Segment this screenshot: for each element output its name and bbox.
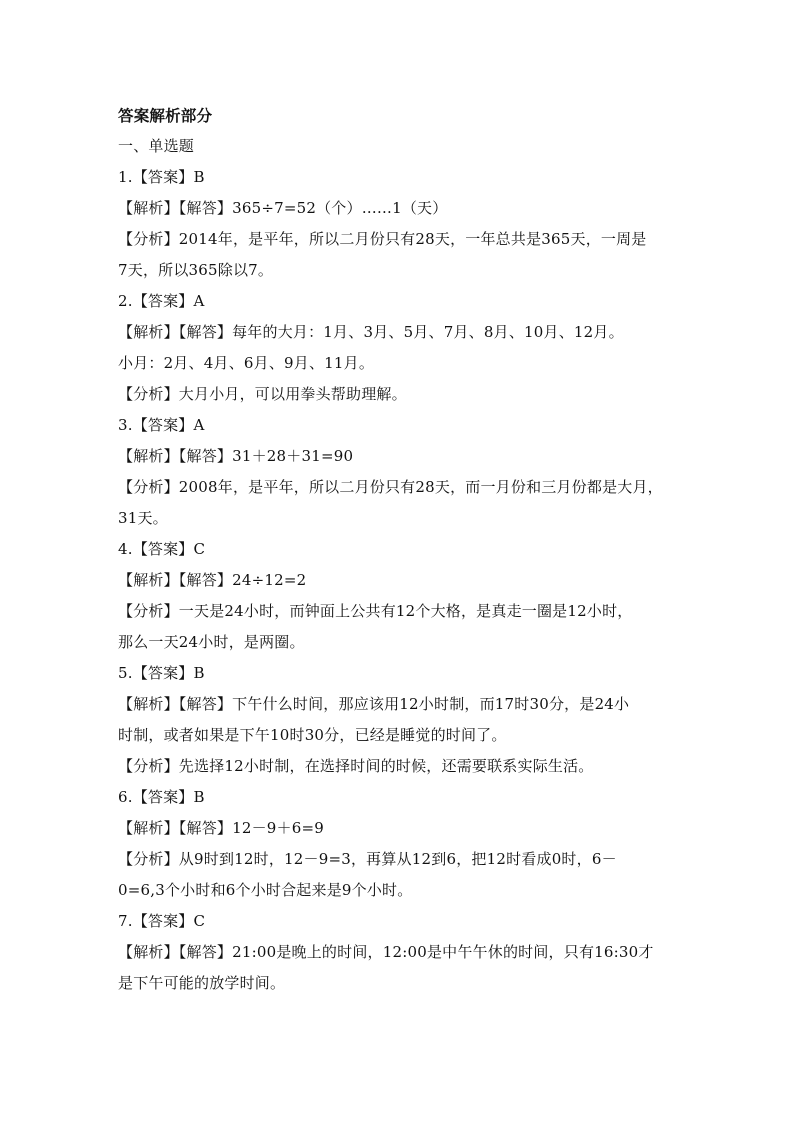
- q7-solution-line-2: 是下午可能的放学时间。: [118, 974, 286, 992]
- q7-solution-line-1: 【解析】【解答】21:00是晚上的时间，12:00是中午午休的时间，只有16:30才: [118, 943, 654, 961]
- answer-document: [118, 100, 678, 999]
- q3-solution: 【解析】【解答】31＋28＋31=90: [118, 447, 354, 465]
- q4-answer: 4.【答案】C: [118, 540, 206, 558]
- q2-solution-line-1: 【解析】【解答】每年的大月：1月、3月、5月、7月、8月、10月、12月。: [118, 323, 624, 341]
- q5-solution-line-2: 时制，或者如果是下午10时30分，已经是睡觉的时间了。: [118, 726, 507, 744]
- q2-analysis: 【分析】大月小月，可以用拳头帮助理解。: [118, 385, 407, 403]
- q6-answer: 6.【答案】B: [118, 788, 205, 806]
- q1-solution: 【解析】【解答】365÷7=52（个）……1（天）: [118, 199, 448, 217]
- q1-analysis-line-2: 7天，所以365除以7。: [118, 261, 274, 279]
- q3-analysis-line-1: 【分析】2008年，是平年，所以二月份只有28天，而一月份和三月份都是大月，: [118, 478, 663, 496]
- q6-solution: 【解析】【解答】12－9＋6=9: [118, 819, 324, 837]
- q2-solution-line-2: 小月：2月、4月、6月、9月、11月。: [118, 354, 375, 372]
- q1-analysis-line-1: 【分析】2014年，是平年，所以二月份只有28天，一年总共是365天，一周是: [118, 230, 647, 248]
- document-title: 答案解析部分: [118, 106, 213, 125]
- q1-answer: 1.【答案】B: [118, 168, 205, 186]
- q2-answer: 2.【答案】A: [118, 292, 205, 310]
- section-heading: 一、单选题: [118, 137, 195, 155]
- q7-answer: 7.【答案】C: [118, 912, 206, 930]
- q5-solution-line-1: 【解析】【解答】下午什么时间，那应该用12小时制，而17时30分，是24小: [118, 695, 630, 713]
- q4-solution: 【解析】【解答】24÷12=2: [118, 571, 307, 589]
- q6-analysis-line-2: 0=6,3个小时和6个小时合起来是9个小时。: [118, 881, 413, 899]
- q3-answer: 3.【答案】A: [118, 416, 205, 434]
- q6-analysis-line-1: 【分析】从9时到12时，12－9=3，再算从12到6，把12时看成0时，6－: [118, 850, 617, 868]
- q5-analysis: 【分析】先选择12小时制，在选择时间的时候，还需要联系实际生活。: [118, 757, 594, 775]
- q3-analysis-line-2: 31天。: [118, 509, 168, 527]
- q4-analysis-line-1: 【分析】一天是24小时，而钟面上公共有12个大格，是真走一圈是12小时，: [118, 602, 633, 620]
- q4-analysis-line-2: 那么一天24小时，是两圈。: [118, 633, 305, 651]
- q5-answer: 5.【答案】B: [118, 664, 205, 682]
